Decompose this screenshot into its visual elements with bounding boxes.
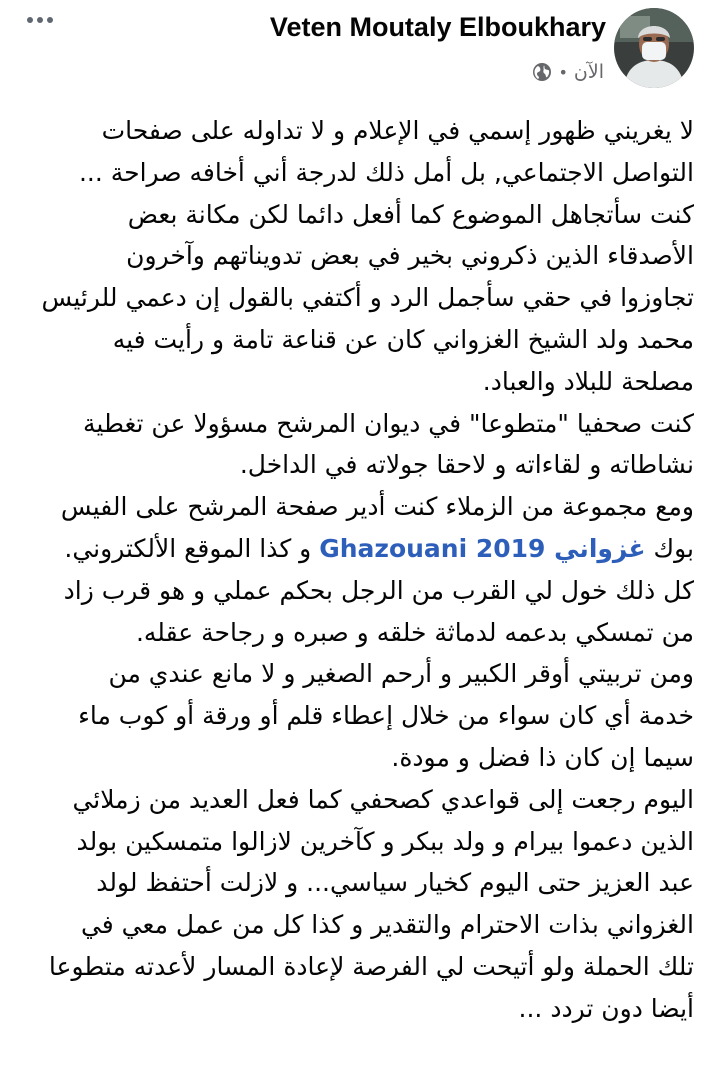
post-text-line: الذين دعموا بيرام و ولد ببكر و كآخرين لازالوا متمسكين بولد <box>76 826 694 856</box>
post-text <box>20 110 694 1030</box>
hashtag-link[interactable]: غزواني Ghazouani 2019 <box>319 533 646 563</box>
hashtag-line-after: و كذا الموقع الألكتروني. <box>64 533 320 563</box>
post-text-line: نشاطاته و لقاءاته و لاحقا جولاته في الداخل. <box>239 450 694 480</box>
more-dot-icon <box>47 17 53 23</box>
post-timestamp[interactable]: الآن <box>573 61 604 83</box>
post-text-line: كنت صحفيا "متطوعا" في ديوان المرشح مسؤولا عن تغطية <box>83 408 694 438</box>
post-text-line: كل ذلك خول لي القرب من الرجل بحكم عملي و هو قرب زاد <box>63 575 694 605</box>
more-dot-icon <box>37 17 43 23</box>
post-text-line: تجاوزوا في حقي سأجمل الرد و أكتفي بالقول إن دعمي للرئيس <box>41 283 694 313</box>
author-name[interactable]: Veten Moutaly Elboukhary <box>269 12 606 42</box>
post-text-line: تلك الحملة ولو أتيحت لي الفرصة لإعادة المسار لأعدته متطوعا <box>48 951 694 981</box>
post-text-line: محمد ولد الشيخ الغزواني كان عن قناعة تامة و رأيت فيه <box>112 324 694 354</box>
profile-photo <box>614 8 694 88</box>
post-text-line: الأصدقاء الذين ذكروني بخير في بعض تدويناتهم وآخرون <box>126 241 694 271</box>
post-text-line: من تمسكي بدعمه لدماثة خلقه و صبره و رجاحة عقله. <box>135 617 694 647</box>
post-text-line: مصلحة للبلاد والعباد. <box>482 366 694 396</box>
post-text-line: كنت سأتجاهل الموضوع كما أفعل دائما لكن مكانة بعض <box>127 199 694 229</box>
post-text-line: اليوم رجعت إلى قواعدي كصحفي كما فعل العديد من زملائي <box>72 784 694 814</box>
post-text-line: سيما إن كان ذا فضل و مودة. <box>391 742 694 772</box>
post-text-line: التواصل الاجتماعي, بل أمل ذلك لدرجة أني أخافه صراحة ... <box>78 157 694 187</box>
post-text-line: أيضا دون تردد ... <box>518 993 694 1023</box>
post-text-line: الغزواني بذات الاحترام والتقدير و كذا كل من عمل معي في <box>80 910 694 940</box>
post-text-line: ومن تربيتي أوقر الكبير و أرحم الصغير و لا مانع عندي من <box>108 659 694 689</box>
globe-icon[interactable] <box>532 62 552 82</box>
author-avatar[interactable] <box>614 8 694 88</box>
post-meta <box>532 58 604 86</box>
post-header <box>0 0 712 96</box>
post-text-line: ومع مجموعة من الزملاء كنت أدير صفحة المرشح على الفيس <box>60 492 694 522</box>
more-dot-icon <box>27 17 33 23</box>
hashtag-line-before: بوك <box>645 533 694 563</box>
more-options-button[interactable] <box>20 8 60 32</box>
post-text-line-with-hashtag <box>20 528 694 570</box>
post-text-line: عبد العزيز حتى اليوم كخيار سياسي... و لازلت أحتفظ لولد <box>96 868 694 898</box>
post-text-line: خدمة أي كان سواء من خلال إعطاء قلم أو ورقة أو كوب ماء <box>78 701 694 731</box>
post-text-line: لا يغريني ظهور إسمي في الإعلام و لا تداوله على صفحات <box>101 116 694 145</box>
meta-separator: • <box>558 62 568 82</box>
